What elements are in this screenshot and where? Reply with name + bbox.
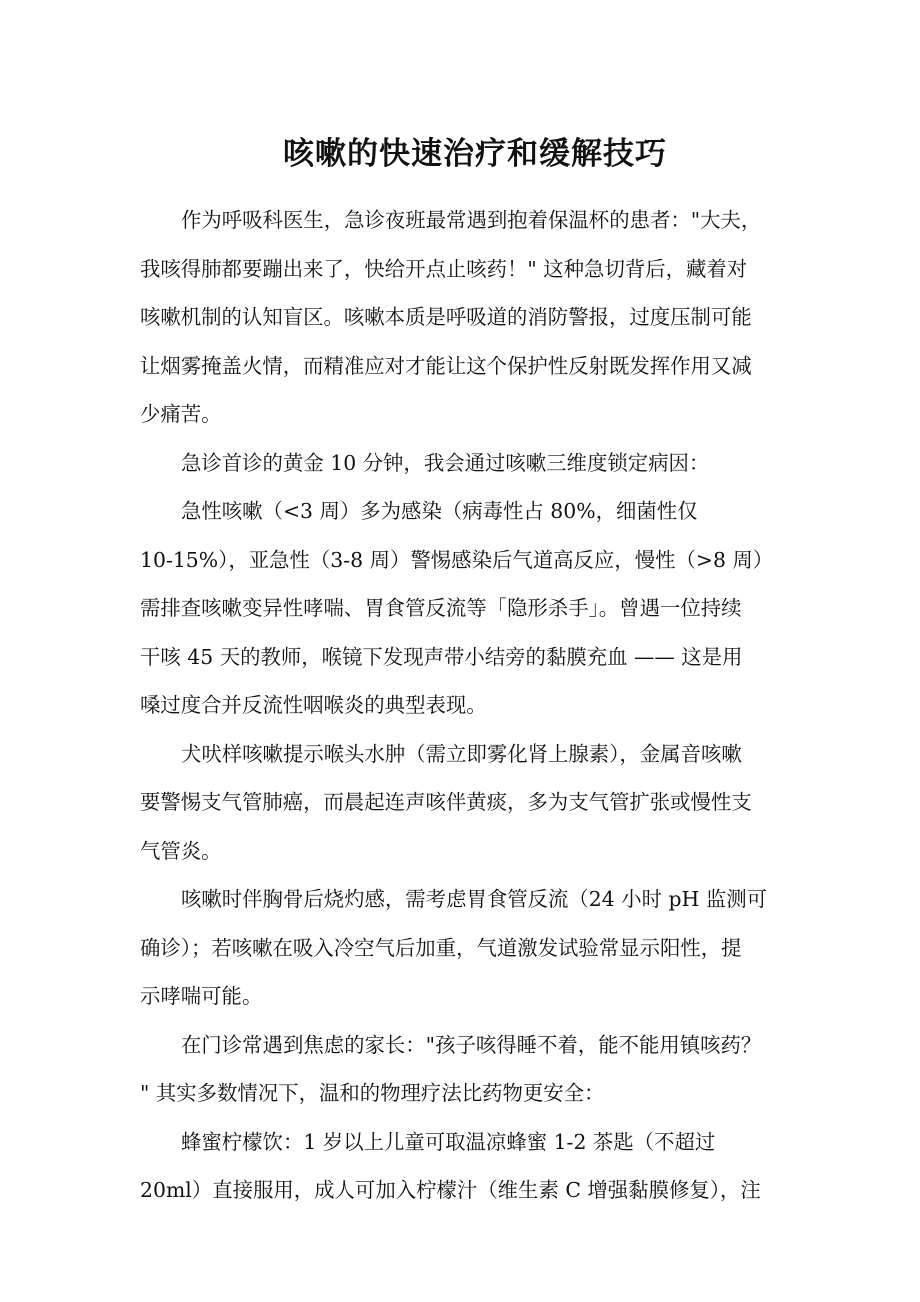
text-line: 咳嗽机制的认知盲区。咳嗽本质是呼吸道的消防警报，过度压制可能	[140, 305, 752, 329]
paragraph-parents	[140, 1021, 802, 1118]
text-line: 让烟雾掩盖火情，而精准应对才能让这个保护性反射既发挥作用又减	[140, 353, 752, 378]
paragraph-duration	[140, 487, 802, 730]
text-line: 气管炎。	[140, 838, 222, 863]
document-title: 咳嗽的快速治疗和缓解技巧	[283, 136, 667, 172]
text-line: 咳嗽时伴胸骨后烧灼感，需考虑胃食管反流（24 小时 pH 监测可	[181, 887, 767, 911]
text-line: 蜂蜜柠檬饮：1 岁以上儿童可取温凉蜂蜜 1-2 茶匙（不超过	[181, 1129, 716, 1154]
text-line: 作为呼吸科医生，急诊夜班最常遇到抱着保温杯的患者："大夫，	[181, 208, 762, 232]
text-line: " 其实多数情况下，温和的物理疗法比药物更安全：	[140, 1081, 605, 1105]
text-line: 示哮喘可能。	[140, 984, 263, 1008]
text-line: 急性咳嗽（<3 周）多为感染（病毒性占 80%，细菌性仅	[181, 499, 698, 523]
text-line: 确诊）；若咳嗽在吸入冷空气后加重，气道激发试验常显示阳性，提	[140, 935, 742, 960]
text-line: 10-15%），亚急性（3-8 周）警惕感染后气道高反应，慢性（>8 周）	[140, 547, 774, 572]
text-line: 我咳得肺都要蹦出来了，快给开点止咳药！" 这种急切背后，藏着对	[140, 256, 748, 281]
text-line: 嗓过度合并反流性咽喉炎的典型表现。	[140, 693, 487, 717]
paragraph-intro	[140, 196, 802, 439]
text-line: 20ml）直接服用，成人可加入柠檬汁（维生素 C 增强黏膜修复），注	[140, 1178, 761, 1202]
text-line: 在门诊常遇到焦虑的家长："孩子咳得睡不着，能不能用镇咳药？	[181, 1032, 762, 1057]
text-line: 犬吠样咳嗽提示喉头水肿（需立即雾化肾上腺素），金属音咳嗽	[181, 741, 742, 766]
paragraph-diagnosis-intro	[140, 439, 802, 488]
text-line: 少痛苦。	[140, 402, 222, 426]
paragraph-cough-sound	[140, 730, 802, 876]
text-line: 需排查咳嗽变异性哮喘、胃食管反流等「隐形杀手」。曾遇一位持续	[140, 596, 742, 620]
paragraph-honey-lemon	[140, 1118, 802, 1215]
text-line: 要警惕支气管肺癌，而晨起连声咳伴黄痰，多为支气管扩张或慢性支	[140, 790, 752, 814]
text-line: 干咳 45 天的教师，喉镜下发现声带小结旁的黏膜充血 —— 这是用	[140, 644, 743, 669]
text-line: 急诊首诊的黄金 10 分钟，我会通过咳嗽三维度锁定病因：	[181, 450, 710, 475]
paragraph-accompanying-symptoms	[140, 875, 802, 1021]
